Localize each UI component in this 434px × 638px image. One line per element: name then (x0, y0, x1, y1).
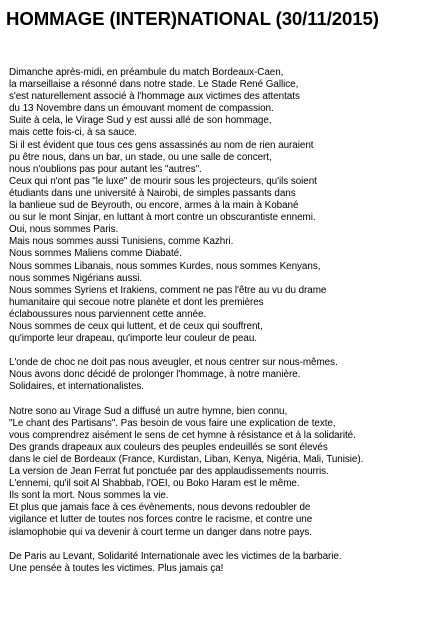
text-line: "Le chant des Partisans". Pas besoin de vous faire une explication de texte, (9, 417, 336, 429)
text-line: Ils sont la mort. Nous sommes la vie. (9, 490, 169, 502)
text-line: du 13 Novembre dans un émouvant moment de compassion. (9, 103, 274, 115)
text-line: Nous avons donc décidé de prolonger l'hommage, à notre manière. (9, 369, 301, 381)
text-line: Nous sommes Libanais, nous sommes Kurdes, nous sommes Kenyans, (9, 260, 321, 272)
text-line: Oui, nous sommes Paris. (9, 224, 119, 236)
page-title: HOMMAGE (INTER)NATIONAL (30/11/2015) (6, 8, 379, 29)
text-line: Ceux qui n'ont pas "le luxe" de mourir sous les projecteurs, qu'ils soient (9, 175, 317, 187)
text-line: la banlieue sud de Beyrouth, ou encore, armes à la main à Kobané (9, 200, 299, 212)
text-line: qu'importe leur drapeau, qu'importe leur couleur de peau. (9, 333, 257, 345)
text-line: Et plus que jamais face à ces évènements, nous devons redoubler de (9, 502, 311, 514)
text-line: pu être nous, dans un bar, un stade, ou une salle de concert, (9, 151, 272, 163)
paragraph (9, 551, 429, 575)
text-line: nous sommes Nigérians aussi. (9, 272, 143, 284)
text-line: Nous sommes Syriens et Irakiens, comment ne pas l'être au vu du drame (9, 284, 327, 296)
text-line: éclaboussures nous parviennent cette année. (9, 308, 207, 320)
text-line: mais cette fois-ci, à sa sauce. (9, 127, 137, 139)
text-line: Suite à cela, le Virage Sud y est aussi allé de son hommage, (9, 115, 272, 127)
text-line: L'onde de choc ne doit pas nous aveugler, et nous centrer sur nous-mêmes. (9, 357, 338, 369)
text-line: vous comprendrez aisément le sens de cet hymne à résistance et à la solidarité. (9, 429, 356, 441)
text-line: étudiants dans une université à Nairobi, de simples passants dans (9, 187, 296, 199)
text-line: L'ennemi, qu'il soit Al Shabbab, l'OEI, ou Boko Haram est le même. (9, 478, 300, 490)
text-line: Solidaires, et internationalistes. (9, 381, 144, 393)
text-line: Si il est évident que tous ces gens assassinés au nom de rien auraient (9, 139, 314, 151)
text-line: Une pensée à toutes les victimes. Plus jamais ça! (9, 562, 224, 574)
paragraph (9, 406, 429, 539)
text-line: De Paris au Levant, Solidarité Internationale avec les victimes de la barbarie. (9, 550, 342, 562)
text-line: vigilance et lutter de toutes nos forces contre le racisme, et contre une (9, 514, 313, 526)
document-body (9, 67, 429, 575)
text-line: Nous sommes Maliens comme Diabaté. (9, 248, 182, 260)
text-line: la marseillaise a résonné dans notre stade. Le Stade René Gallice, (9, 79, 299, 91)
paragraph (9, 67, 429, 345)
text-line: islamophobie qui va devenir à court terme un danger dans notre pays. (9, 526, 312, 538)
text-line: humanitaire qui secoue notre planète et dont les premières (9, 296, 264, 308)
text-line: La version de Jean Ferrat fut ponctuée par des applaudissements nourris. (9, 466, 329, 478)
text-line: dans le ciel de Bordeaux (France, Kurdistan, Liban, Kenya, Nigéria, Mali, Tunisie). (9, 454, 364, 465)
text-line: s'est naturellement associé à l'hommage aux victimes des attentats (9, 91, 300, 103)
text-line: Des grands drapeaux aux couleurs des peuples endeuillés se sont élevés (9, 441, 328, 453)
text-line: Notre sono au Virage Sud a diffusé un autre hymne, bien connu, (9, 405, 288, 417)
text-line: nous n'oublions pas pour autant les "autres". (9, 163, 202, 175)
paragraph (9, 357, 429, 393)
text-line: Nous sommes de ceux qui luttent, et de ceux qui souffrent, (9, 320, 263, 332)
text-line: ou sur le mont Sinjar, en luttant à mort contre un obscurantiste ennemi. (9, 212, 316, 224)
text-line: Dimanche après-midi, en préambule du match Bordeaux-Caen, (9, 67, 284, 78)
text-line: Mais nous sommes aussi Tunisiens, comme Kazhri. (9, 236, 234, 248)
